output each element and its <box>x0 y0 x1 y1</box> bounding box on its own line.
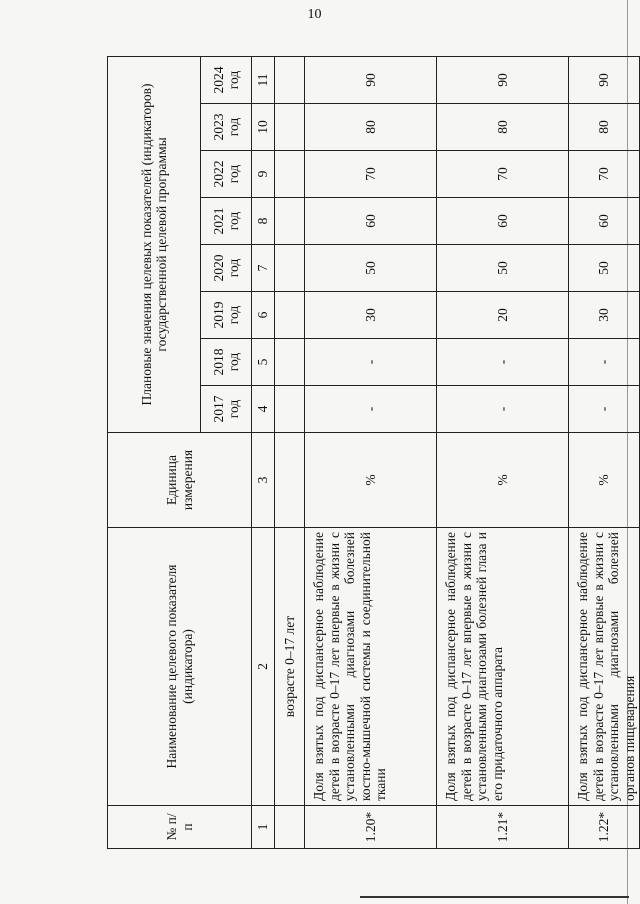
value-cell: 70 <box>437 151 569 198</box>
column-index: 9 <box>252 151 275 198</box>
value-cell: 90 <box>305 56 437 103</box>
column-index: 10 <box>252 104 275 151</box>
indicators-table-rotated <box>107 57 637 849</box>
value-cell: 70 <box>305 151 437 198</box>
value-cell: 70 <box>569 151 640 198</box>
value-cell: 20 <box>437 292 569 339</box>
bottom-rule <box>360 896 629 898</box>
indicators-table <box>107 56 640 849</box>
value-cell: - <box>437 386 569 433</box>
unit-cell: % <box>569 433 640 528</box>
continuation-text: возрасте 0–17 лет <box>275 528 305 806</box>
table-row <box>437 56 569 848</box>
column-index: 6 <box>252 292 275 339</box>
unit-cell: % <box>305 433 437 528</box>
column-index-row <box>252 56 275 848</box>
column-index: 2 <box>252 528 275 806</box>
value-cell: 90 <box>437 56 569 103</box>
value-cell: 60 <box>305 198 437 245</box>
header-planned-values: Плановые значения целевых показателей (индикаторов) государственной целевой программы <box>108 56 201 432</box>
column-index: 1 <box>252 806 275 849</box>
header-num: № п/п <box>108 806 252 849</box>
row-number: 1.21* <box>437 806 569 849</box>
unit-cell: % <box>437 433 569 528</box>
continuation-row <box>275 56 305 848</box>
header-year-2022: 2022 год <box>201 151 252 198</box>
column-index: 7 <box>252 245 275 292</box>
header-name: Наименование целевого показателя (индикатора) <box>108 528 252 806</box>
value-cell: 50 <box>305 245 437 292</box>
indicator-name: Доля взятых под диспансерное наблюдение детей в возрасте 0–17 лет впервые в жизни с установленными диагнозами болезней органов пищеварения <box>569 528 640 806</box>
value-cell: - <box>569 339 640 386</box>
value-cell: 50 <box>569 245 640 292</box>
header-year-2017: 2017 год <box>201 386 252 433</box>
value-cell: - <box>305 386 437 433</box>
header-year-2018: 2018 год <box>201 339 252 386</box>
value-cell: 60 <box>569 198 640 245</box>
column-index: 11 <box>252 56 275 103</box>
value-cell: - <box>569 386 640 433</box>
indicator-name: Доля взятых под диспансерное наблюдение детей в возрасте 0–17 лет впервые в жизни с установленными диагнозами болезней глаза и его придаточного аппарата <box>437 528 569 806</box>
value-cell: 30 <box>569 292 640 339</box>
value-cell: 30 <box>305 292 437 339</box>
column-index: 8 <box>252 198 275 245</box>
row-number: 1.20* <box>305 806 437 849</box>
column-index: 5 <box>252 339 275 386</box>
value-cell: - <box>437 339 569 386</box>
value-cell: - <box>305 339 437 386</box>
header-unit: Единица измерения <box>108 433 252 528</box>
column-index: 3 <box>252 433 275 528</box>
value-cell: 90 <box>569 56 640 103</box>
value-cell: 60 <box>437 198 569 245</box>
value-cell: 80 <box>569 104 640 151</box>
header-year-2021: 2021 год <box>201 198 252 245</box>
table-row <box>569 56 640 848</box>
value-cell: 80 <box>437 104 569 151</box>
header-year-2020: 2020 год <box>201 245 252 292</box>
value-cell: 50 <box>437 245 569 292</box>
table-row <box>305 56 437 848</box>
column-index: 4 <box>252 386 275 433</box>
header-year-2024: 2024 год <box>201 56 252 103</box>
header-year-2019: 2019 год <box>201 292 252 339</box>
indicator-name: Доля взятых под диспансерное наблюдение детей в возрасте 0–17 лет впервые в жизни с установленными диагнозами болезней костно-мышечной системы и соединительной ткани <box>305 528 437 806</box>
header-year-2023: 2023 год <box>201 104 252 151</box>
value-cell: 80 <box>305 104 437 151</box>
row-number: 1.22* <box>569 806 640 849</box>
page-number: 10 <box>307 7 322 22</box>
